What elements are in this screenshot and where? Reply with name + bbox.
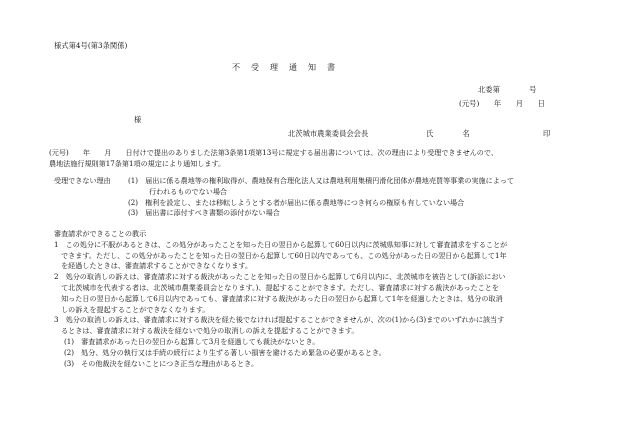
list-item: (2) 処分、処分の執行又は手続の続行により生ずる著しい損害を避けるため緊急の必要があるとき。 <box>64 347 386 357</box>
list-item: (1) 届出に係る農地等の権利取得が、農地保有合理化法人又は農地利用集積円滑化団体が農地売買等事業の実施によって <box>128 176 515 185</box>
list-item: 行われるものでない場合 <box>149 186 228 196</box>
list-item: (2) 権利を設定し、または移転しようとする者が届出に係る農地等につき何らの権原も有していない場合 <box>128 197 465 207</box>
list-item: (3) 届出書に添付すべき書類の添付がない場合 <box>128 208 280 218</box>
issue-date: (元号) 年 月 日 <box>459 99 545 108</box>
appeal-heading: 審査請求ができることの教示 <box>54 229 147 238</box>
appeal-section <box>54 229 507 369</box>
seal-mark: 印 <box>543 129 551 138</box>
appeal-paragraph-3: 3 処分の取消しの訴えは、審査請求に対する裁決を経た後でなければ提起することができませんが、次の(1)から(3)までのいずれかに該当す るときは、審査請求に対する裁決を経ないで処分の取消しの訴えを提起することができます。 <box>54 315 505 336</box>
issuer-title: 北茨城市農業委員会会長 <box>288 129 369 138</box>
appeal-sub-items <box>54 337 507 369</box>
document-title: 不受理通知書 <box>232 63 346 72</box>
reasons-label: 受理できない理由 <box>54 176 111 185</box>
intro-line: (元号) 年 月 日付けで提出のありました法第3条第1項第13号に規定する届出書については、次の理由により受理できませんので、 <box>49 148 498 157</box>
list-item: (3) その他裁決を経ないことにつき正当な理由があるとき。 <box>64 358 259 368</box>
issuer-name-label: 氏 名 <box>426 129 470 138</box>
intro-text <box>49 148 498 170</box>
intro-line: 農地法施行規則第17条第1項の規定により通知します。 <box>49 158 226 168</box>
doc-number: 北委第 号 <box>478 85 537 94</box>
appeal-paragraph-2: 2 処分の取消しの訴えは、審査請求に対する裁決があったことを知った日の翌日から起算して6月以内に、北茨城市を被告として(訴訟におい て北茨城市を代表する者は、北茨城市農業委員会となります。)、提起することができます。ただし、審査請求に対する裁決があったことを 知った日の翌日から起算して6月以内であっても、審査請求に対する裁決があった日の翌日から起算して1年を経過したときは、処分の取消 しの訴えを提起することができなくなります。 <box>54 272 506 314</box>
list-item: (1) 審査請求があった日の翌日から起算して3月を経過しても裁決がないとき。 <box>64 336 320 346</box>
form-label: 様式第4号(第3条関係) <box>54 41 128 50</box>
reasons-list <box>128 176 514 219</box>
appeal-paragraph-1: 1 この処分に不服があるときは、この処分があったことを知った日の翌日から起算して60日以内に茨城県知事に対して審査請求をすることが できます。ただし、この処分があったことを知った日の翌日から起算して60日以内であっても、この処分があった日の翌日から起算して1年 を経過したときは、審査請求することができなくなります。 <box>54 239 508 271</box>
addressee-suffix: 様 <box>134 115 142 124</box>
